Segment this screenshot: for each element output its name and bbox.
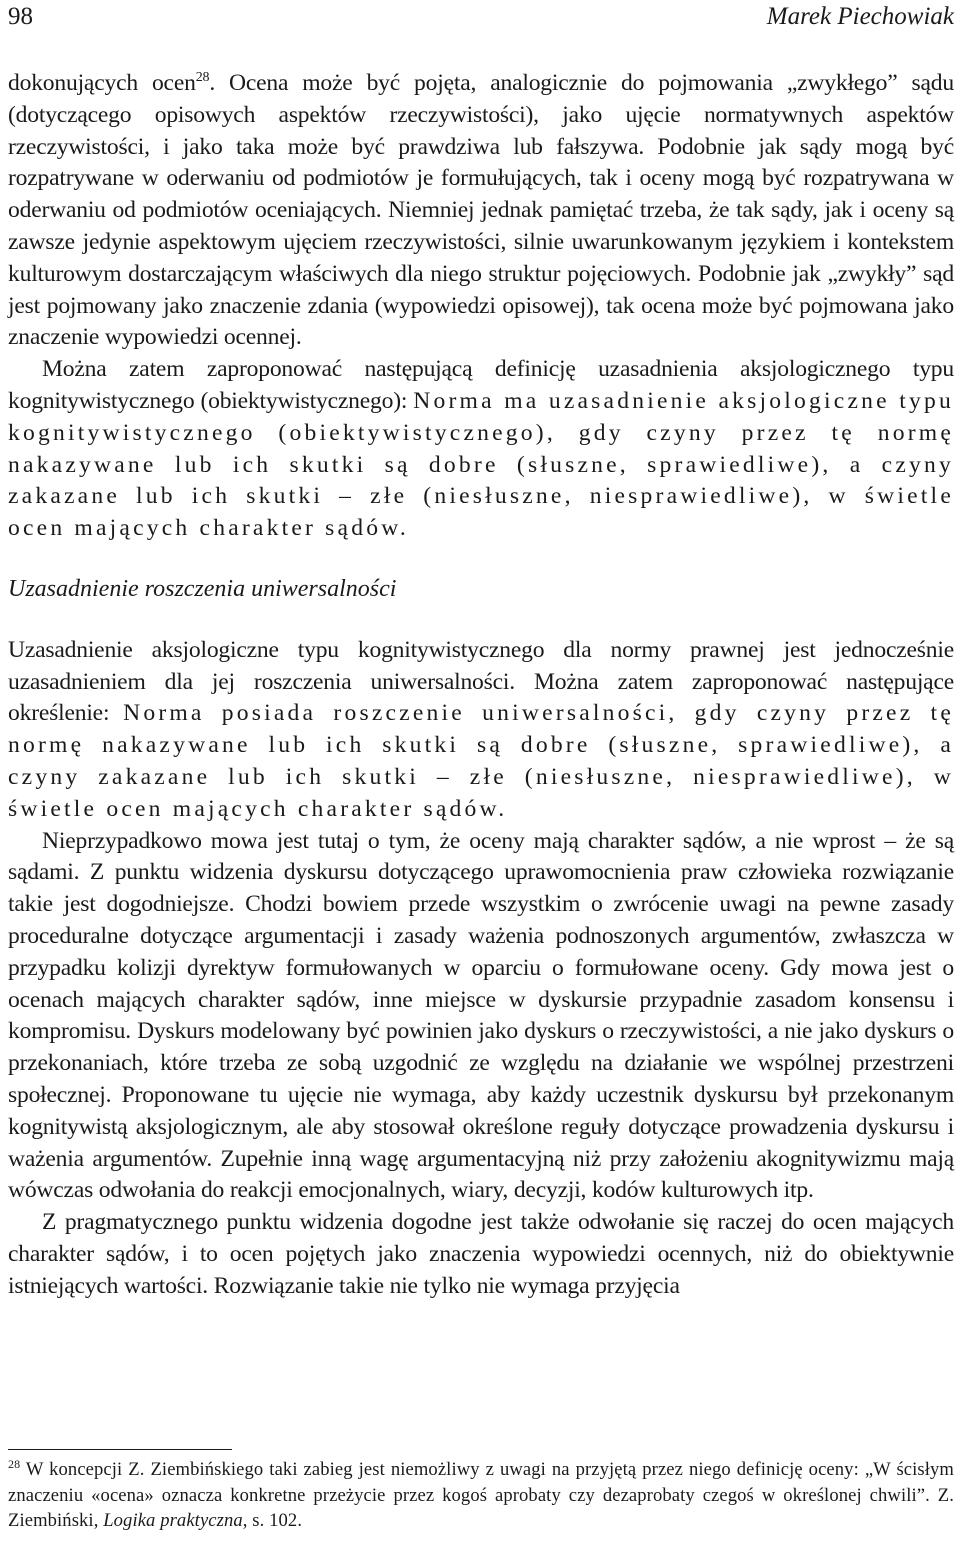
- paragraph-1-text-start: dokonujących ocen: [8, 70, 196, 96]
- definition-cognitivist-justification: Norma ma uzasadnienie aksjologiczne typu kognitywistycznego (obiektywistycznego), gdy czyny przez tę normę nakazywane lub ich skutki są dobre (słuszne, sprawiedliwe), a czyny zakazane lub ich skutki – złe (niesłuszne, niesprawiedliwe), w świetle ocen mających charakter sądów.: [8, 387, 954, 542]
- page-number: 98: [8, 3, 33, 30]
- paragraph-4: Nieprzypadkowo mowa jest tutaj o tym, że oceny mają charakter sądów, a nie wprost – że są sądami. Z punktu widzenia dyskursu dotyczącego uprawomocnienia praw człowieka rozwiązanie takie jest dogodniejsze. Chodzi bowiem przede wszystkim o zwrócenie uwagi na pewne zasady proceduralne dotyczące argumentacji i zasady ważenia podnoszonych argumentów, zwłaszcza w przypadku kolizji dyrektyw formułowanych w oparciu o formułowane oceny. Gdy mowa jest o ocenach mających charakter sądów, inne miejsce w dyskursie przypadnie zasadom konsensu i kompromisu. Dyskurs modelowany być powinien jako dyskurs o rzeczywistości, a nie jako dyskurs o przekonaniach, które trzeba ze sobą uzgodnić ze względu na działanie we wspólnej przestrzeni społecznej. Proponowane tu ujęcie nie wymaga, aby każdy uczestnik dyskursu był przekonanym kognitywistą aksjologicznym, ale aby stosował określone reguły dotyczące prowadzenia dyskursu i ważenia argumentów. Zupełnie inną wagę argumentacyjną niż przy założeniu akognitywizmu mają wówczas odwołania do reakcji emocjonalnych, wiary, decyzji, kodów kulturowych itp.: [8, 827, 954, 1204]
- running-head-author: Marek Piechowiak: [766, 3, 954, 30]
- footnote-book-title: Logika praktyczna: [103, 1510, 243, 1531]
- section-heading: Uzasadnienie roszczenia uniwersalności: [8, 575, 397, 602]
- footnote-text-end: , s. 102.: [242, 1510, 303, 1531]
- paragraph-2-intro: Można zatem zaproponować następującą definicję uzasadnienia aksjologicznego typu kognitywistycznego (obiektywistycznego):: [8, 356, 954, 414]
- footnote-reference: 28: [195, 70, 210, 85]
- footnote-separator: [8, 1449, 232, 1450]
- footnote-28: [8, 1457, 954, 1534]
- footnote-text-start: W koncepcji Z. Ziembińskiego taki zabieg jest niemożliwy z uwagi na przyjętą przez niego definicję oceny: „W ścisłym znaczeniu «ocena» oznacza konkretne przeżycie przez kogoś aprobaty czy dezaprobaty czegoś w określonej chwili”. Z. Ziembiński,: [8, 1459, 954, 1531]
- paragraph-2: [8, 354, 954, 545]
- main-text: [8, 68, 954, 1302]
- definition-universality-claim: Norma posiada roszczenie uniwersalności, gdy czyny przez tę normę nakazywane lub ich skutki są dobre (słuszne, sprawiedliwe), a czyny zakazane lub ich skutki – złe (niesłuszne, niesprawiedliwe), w świetle ocen mających charakter sądów.: [8, 700, 954, 822]
- paragraph-3: [8, 635, 954, 826]
- paragraph-3-intro: Uzasadnienie aksjologiczne typu kognitywistycznego dla normy prawnej jest jednocześnie uzasadnieniem dla jej roszczenia uniwersalności. Można zatem zaproponować następujące określenie:: [8, 636, 954, 727]
- paragraph-1-text-end: . Ocena może być pojęta, analogicznie do pojmowania „zwykłego” sądu (dotyczącego opisowych aspektów rzeczywistości), jako ujęcie normatywnych aspektów rzeczywistości, i jako taka może być prawdziwa lub fałszywa. Podobnie jak sądy mogą być rozpatrywane w oderwaniu od podmiotów je formułujących, tak i oceny mogą być rozpatrywana w oderwaniu od podmiotów oceniających. Niemniej jednak pamiętać trzeba, że tak sądy, jak i oceny są zawsze jedynie aspektowym ujęciem rzeczywistości, silnie uwarunkowanym językiem i kontekstem kulturowym dostarczającym właściwych dla niego struktur pojęciowych. Podobnie jak „zwykły” sąd jest pojmowany jako znaczenie zdania (wypowiedzi opisowej), tak ocena może być pojmowana jako znaczenie wypowiedzi ocennej.: [8, 70, 954, 351]
- footnote-number: 28: [8, 1457, 21, 1471]
- book-page: [8, 0, 954, 1547]
- paragraph-5: Z pragmatycznego punktu widzenia dogodne jest także odwołanie się raczej do ocen mających charakter sądów, i to ocen pojętych jako znaczenia wypowiedzi ocennych, niż do obiektywnie istniejących wartości. Rozwiązanie takie nie tylko nie wymaga przyjęcia: [8, 1209, 954, 1299]
- running-header: [8, 2, 954, 32]
- paragraph-1: [8, 68, 954, 354]
